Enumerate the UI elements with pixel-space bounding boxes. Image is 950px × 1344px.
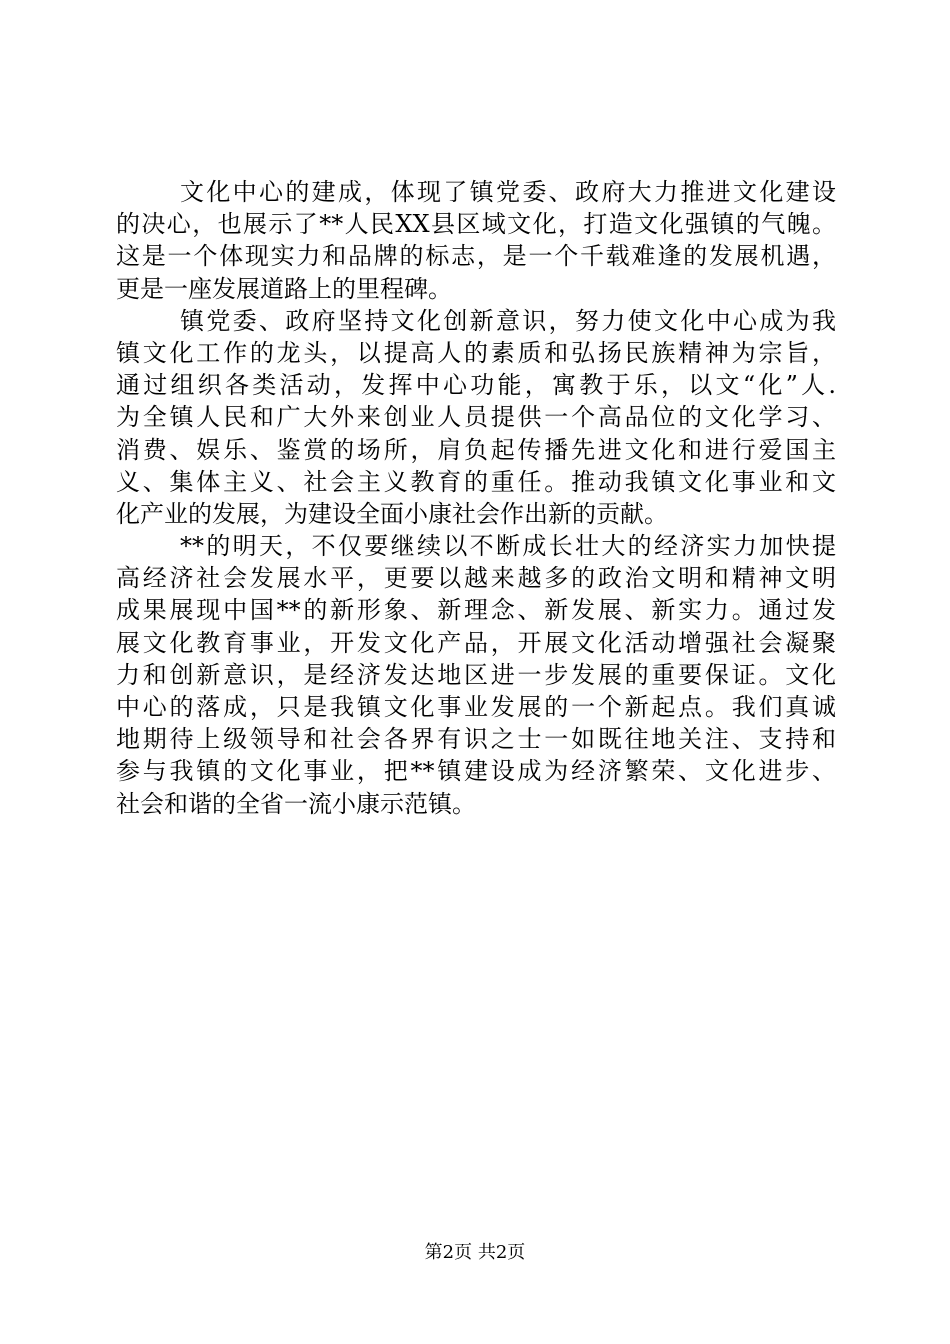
paragraph-2-line-4: 为全镇人民和广大外来创业人员提供一个高品位的文化学习、 xyxy=(116,403,836,432)
page-number-label: 第2页 共2页 xyxy=(424,1242,526,1263)
paragraph-1-line-1: 文化中心的建成，体现了镇党委、政府大力推进文化建设 xyxy=(180,178,836,206)
paragraph-3-line-7: 地期待上级领导和社会各界有识之士一如既往地关注、支持和 xyxy=(116,725,836,754)
paragraph-2-line-6: 义、集体主义、社会主义教育的重任。推动我镇文化事业和文 xyxy=(116,467,836,496)
paragraph-1-line-3: 这是一个体现实力和品牌的标志，是一个千载难逢的发展机遇， xyxy=(116,242,836,271)
paragraph-3-line-3: 成果展现中国**的新形象、新理念、新发展、新实力。通过发 xyxy=(116,596,836,625)
paragraph-2-line-5: 消费、娱乐、鉴赏的场所，肩负起传播先进文化和进行爱国主 xyxy=(116,435,836,464)
document-body xyxy=(116,176,836,820)
page-footer xyxy=(0,1241,950,1265)
paragraph-1-line-2: 的决心，也展示了**人民XX县区域文化，打造文化强镇的气魄。 xyxy=(116,210,836,239)
paragraph-3-line-6: 中心的落成，只是我镇文化事业发展的一个新起点。我们真诚 xyxy=(116,693,836,721)
paragraph-3-line-5: 力和创新意识，是经济发达地区进一步发展的重要保证。文化 xyxy=(116,660,836,689)
paragraph-3-line-8: 参与我镇的文化事业，把**镇建设成为经济繁荣、文化进步、 xyxy=(116,757,836,786)
paragraph-2-line-1: 镇党委、政府坚持文化创新意识，努力使文化中心成为我 xyxy=(180,306,836,335)
paragraph-3-line-2: 高经济社会发展水平，更要以越来越多的政治文明和精神文明 xyxy=(116,564,836,593)
paragraph-3-line-9: 社会和谐的全省一流小康示范镇。 xyxy=(116,789,476,818)
paragraph-3-line-4: 展文化教育事业，开发文化产品，开展文化活动增强社会凝聚 xyxy=(116,628,836,657)
paragraph-2-line-2: 镇文化工作的龙头，以提高人的素质和弘扬民族精神为宗旨， xyxy=(116,338,836,367)
paragraph-2-line-7: 化产业的发展，为建设全面小康社会作出新的贡献。 xyxy=(116,499,668,528)
paragraph-1-line-4: 更是一座发展道路上的里程碑。 xyxy=(116,274,452,303)
paragraph-3-line-1: **的明天，不仅要继续以不断成长壮大的经济实力加快提 xyxy=(180,532,836,561)
paragraph-2-line-3: 通过组织各类活动，发挥中心功能，寓教于乐，以文“化”人. xyxy=(116,371,836,400)
